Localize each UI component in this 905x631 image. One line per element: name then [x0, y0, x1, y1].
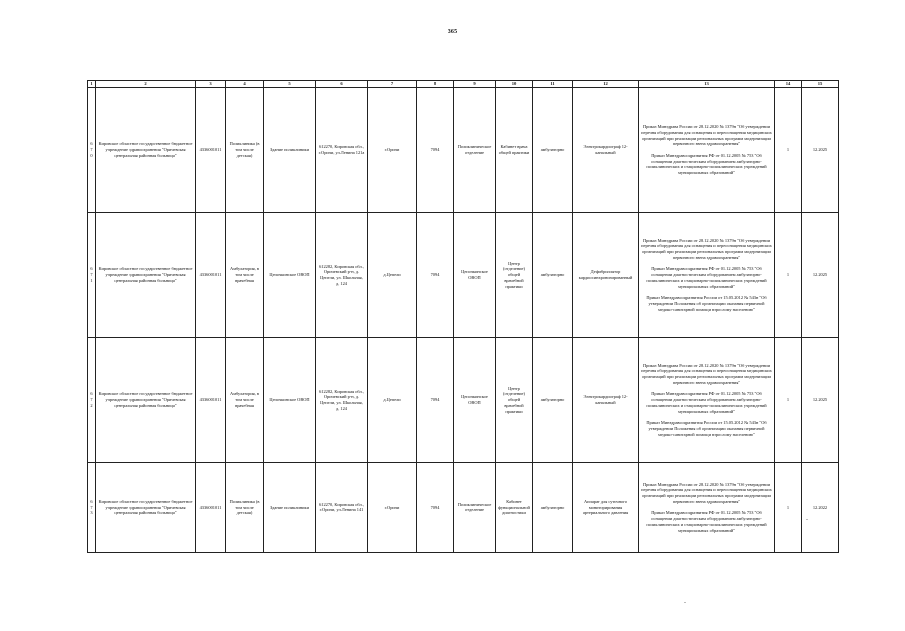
organization-name: Кировское областное государственное бюджетное учреждение здравоохранения "Оричевская центральная районная больница"	[96, 87, 196, 212]
code-cell: 7094	[417, 212, 454, 337]
regulation-cell	[639, 462, 775, 552]
building-cell: Здание поликлиники	[264, 462, 316, 552]
address-cell: 612282, Кировская обл., Оричевский р-н, д. Цепели, ул. Школьная, д. 124	[316, 212, 368, 337]
quantity-cell: 1	[775, 212, 802, 337]
row-number: 671	[88, 212, 96, 337]
department-cell: Поликлиническое отделение	[454, 87, 496, 212]
regulation-paragraph: Приказ Минздравсоцразвития России от 15.05.2012 № 543н "Об утверждении Положения об организации оказания первичной медико-санитарной помощи взрослому населению"	[646, 295, 767, 312]
building-cell: Здание поликлиники	[264, 87, 316, 212]
row-number: 672	[88, 337, 96, 462]
locality-cell: г.Оричи	[368, 87, 417, 212]
column-header: 8	[417, 81, 454, 88]
quantity-cell: 1	[775, 87, 802, 212]
column-header: 6	[316, 81, 368, 88]
care-conditions-cell: амбулаторно	[533, 87, 573, 212]
equipment-cell: Дефибриллятор кардиосинхронизированный	[573, 212, 639, 337]
locality-cell: г.Оричи	[368, 462, 417, 552]
inn-cell: 4336001011	[196, 87, 226, 212]
regulation-paragraph: Приказ Минздравсоцразвития РФ от 01.12.2005 № 753 "Об оснащении диагностическим оборудованием амбулаторно-поликлинических и стационарно-поликлинических учреждений муниципальных образований"	[646, 152, 767, 176]
unit-cell: Кабинет функциональной диагностики	[496, 462, 533, 552]
date-cell: 12.2025	[802, 337, 839, 462]
regulation-paragraph: Приказ Минздрава России от 28.12.2020 № 1379н "Об утверждении перечня оборудования для оснащения и переоснащения медицинских организаций при реализации региональных программ модернизации первичного звена здравоохранения"	[641, 124, 772, 147]
department-cell: Цепочкинское ОВОП	[454, 212, 496, 337]
regulation-paragraph: Приказ Минздрава России от 28.12.2020 № 1379н "Об утверждении перечня оборудования для оснащения и переоснащения медицинских организаций при реализации региональных программ модернизации первичного звена здравоохранения"	[641, 481, 772, 504]
address-cell: 612282, Кировская обл., Оричевский р-н, д. Цепели, ул. Школьная, д. 124	[316, 337, 368, 462]
table-row	[88, 337, 839, 462]
code-cell: 7094	[417, 87, 454, 212]
facility-type: Поликлиника (в том числе детская)	[226, 87, 264, 212]
organization-name: Кировское областное государственное бюджетное учреждение здравоохранения "Оричевская центральная районная больница"	[96, 212, 196, 337]
date-cell: 12.2025	[802, 212, 839, 337]
facility-type: Амбулатория, в том числе врачебная	[226, 337, 264, 462]
quantity-cell: 1	[775, 337, 802, 462]
regulation-cell	[639, 212, 775, 337]
equipment-table	[87, 80, 839, 553]
table-row	[88, 87, 839, 212]
code-cell: 7094	[417, 462, 454, 552]
equipment-cell: Электрокардиограф 12-канальный	[573, 87, 639, 212]
building-cell: Цепочкинское ОВОП	[264, 212, 316, 337]
table-row	[88, 212, 839, 337]
unit-cell: Кабинет врача общей практики	[496, 87, 533, 212]
locality-cell: д.Цепели	[368, 212, 417, 337]
department-cell: Поликлиническое отделение	[454, 462, 496, 552]
regulation-cell	[639, 87, 775, 212]
regulation-paragraph: Приказ Минздрава России от 28.12.2020 № 1379н "Об утверждении перечня оборудования для оснащения и переоснащения медицинских организаций при реализации региональных программ модернизации первичного звена здравоохранения"	[641, 237, 772, 260]
column-header: 2	[96, 81, 196, 88]
column-header: 7	[368, 81, 417, 88]
column-header: 3	[196, 81, 226, 88]
care-conditions-cell: амбулаторно	[533, 462, 573, 552]
column-header: 12	[573, 81, 639, 88]
regulation-paragraph: Приказ Минздравсоцразвития России от 15.05.2012 № 543н "Об утверждении Положения об организации оказания первичной медико-санитарной помощи взрослому населению"	[646, 420, 767, 437]
unit-cell: Центр (отделение) общей врачебной практики	[496, 337, 533, 462]
department-cell: Цепочкинское ОВОП	[454, 337, 496, 462]
column-header: 11	[533, 81, 573, 88]
inn-cell: 4336001011	[196, 337, 226, 462]
organization-name: Кировское областное государственное бюджетное учреждение здравоохранения "Оричевская центральная районная больница"	[96, 337, 196, 462]
column-header: 4	[226, 81, 264, 88]
column-number-row	[88, 81, 839, 88]
code-cell: 7094	[417, 337, 454, 462]
regulation-paragraph: Приказ Минздравсоцразвития РФ от 01.12.2005 № 753 "Об оснащении диагностическим оборудованием амбулаторно-поликлинических и стационарно-поликлинических учреждений муниципальных образований"	[646, 510, 767, 533]
date-cell: 12.2025	[802, 87, 839, 212]
regulation-cell	[639, 337, 775, 462]
address-cell: 612270, Кировская обл., г.Оричи, ул.Ленина 121а	[316, 87, 368, 212]
regulation-paragraph: Приказ Минздравсоцразвития РФ от 01.12.2005 № 753 "Об оснащении диагностическим оборудованием амбулаторно-поликлинических и стационарно-поликлинических учреждений муниципальных образований"	[646, 266, 767, 289]
row-number: 673	[88, 462, 96, 552]
locality-cell: д.Цепели	[368, 337, 417, 462]
facility-type: Поликлиника (в том числе детская)	[226, 462, 264, 552]
equipment-cell: Электрокардиограф 12-канальный	[573, 337, 639, 462]
organization-name: Кировское областное государственное бюджетное учреждение здравоохранения "Оричевская центральная районная больница"	[96, 462, 196, 552]
care-conditions-cell: амбулаторно	[533, 337, 573, 462]
column-header: 10	[496, 81, 533, 88]
care-conditions-cell: амбулаторно	[533, 212, 573, 337]
column-header: 13	[639, 81, 775, 88]
quantity-cell: 1	[775, 462, 802, 552]
column-header: 1	[88, 81, 96, 88]
inn-cell: 4336001011	[196, 212, 226, 337]
column-header: 15	[802, 81, 839, 88]
address-cell: 612270, Кировская обл., г.Оричи, ул.Ленина 141	[316, 462, 368, 552]
column-header: 9	[454, 81, 496, 88]
date-cell: 12.2022	[802, 462, 839, 552]
scan-speck	[806, 519, 808, 520]
page-number: 365	[447, 29, 458, 35]
scan-speck	[684, 602, 686, 603]
equipment-cell: Аппарат для суточного мониторирования артериального давления	[573, 462, 639, 552]
unit-cell: Центр (отделение) общей врачебной практики	[496, 212, 533, 337]
table-row	[88, 462, 839, 552]
building-cell: Цепочкинское ОВОП	[264, 337, 316, 462]
row-number: 670	[88, 87, 96, 212]
table-body	[88, 87, 839, 552]
regulation-paragraph: Приказ Минздрава России от 28.12.2020 № 1379н "Об утверждении перечня оборудования для оснащения и переоснащения медицинских организаций при реализации региональных программ модернизации первичного звена здравоохранения"	[641, 362, 772, 385]
facility-type: Амбулатория, в том числе врачебная	[226, 212, 264, 337]
inn-cell: 4336001011	[196, 462, 226, 552]
column-header: 14	[775, 81, 802, 88]
column-header: 5	[264, 81, 316, 88]
regulation-paragraph: Приказ Минздравсоцразвития РФ от 01.12.2005 № 753 "Об оснащении диагностическим оборудованием амбулаторно-поликлинических и стационарно-поликлинических учреждений муниципальных образований"	[646, 391, 767, 414]
